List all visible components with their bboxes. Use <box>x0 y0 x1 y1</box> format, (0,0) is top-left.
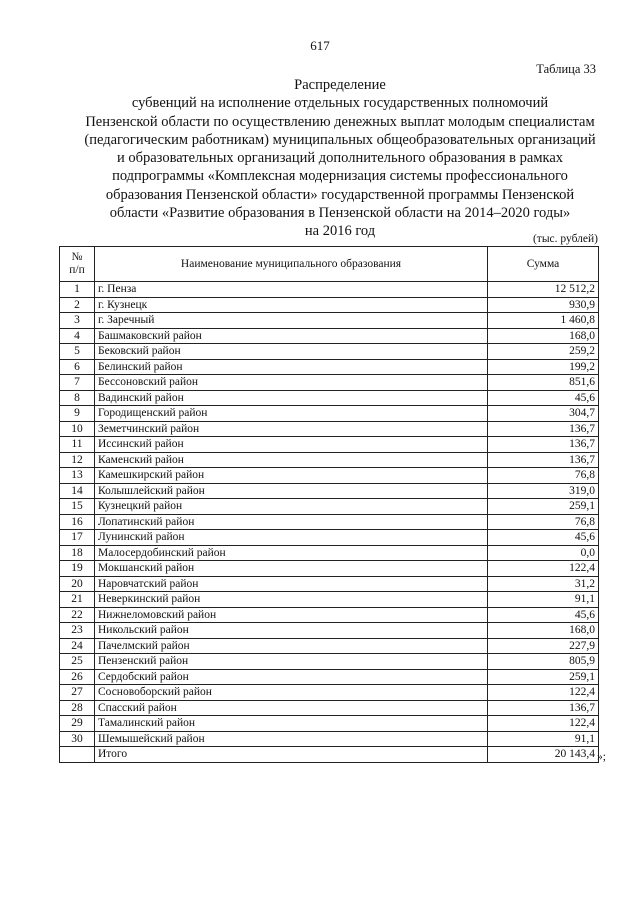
table-row <box>60 607 599 623</box>
closing-quote: »; <box>597 751 606 763</box>
row-number: 20 <box>60 576 95 592</box>
row-number: 27 <box>60 685 95 701</box>
row-sum: 805,9 <box>488 654 599 670</box>
row-name: Колышлейский район <box>95 483 488 499</box>
title-line: подпрограммы «Комплексная модернизация системы профессионального <box>112 168 568 185</box>
row-name: Лунинский район <box>95 530 488 546</box>
row-name: Вадинский район <box>95 390 488 406</box>
table-row <box>60 700 599 716</box>
table-row <box>60 638 599 654</box>
row-name: Городищенский район <box>95 406 488 422</box>
row-name: Башмаковский район <box>95 328 488 344</box>
title-line: и образовательных организаций дополнительного образования в рамках <box>116 150 564 167</box>
row-sum: 259,1 <box>488 669 599 685</box>
table-row <box>60 654 599 670</box>
title-line: (педагогическим работникам) муниципальных общеобразовательных организаций <box>84 131 596 148</box>
table-row <box>60 421 599 437</box>
row-number: 30 <box>60 731 95 747</box>
row-name: Наровчатский район <box>95 576 488 592</box>
row-sum: 136,7 <box>488 421 599 437</box>
title-line: Пензенской области по осуществлению денежных выплат молодым специалистам <box>85 113 595 130</box>
row-sum: 122,4 <box>488 685 599 701</box>
row-number: 16 <box>60 514 95 530</box>
row-sum: 136,7 <box>488 700 599 716</box>
row-sum: 91,1 <box>488 592 599 608</box>
row-sum: 12 512,2 <box>488 282 599 298</box>
row-name: Земетчинский район <box>95 421 488 437</box>
row-number: 17 <box>60 530 95 546</box>
row-name: Сердобский район <box>95 669 488 685</box>
total-blank-cell <box>60 747 95 763</box>
units-label: (тыс. рублей) <box>532 233 598 245</box>
table-row <box>60 731 599 747</box>
row-name: Иссинский район <box>95 437 488 453</box>
header-num-line2: п/п <box>69 264 85 276</box>
row-sum: 136,7 <box>488 452 599 468</box>
page-number: 617 <box>310 38 330 53</box>
table-row <box>60 406 599 422</box>
header-num <box>60 247 95 282</box>
row-sum: 0,0 <box>488 545 599 561</box>
row-number: 22 <box>60 607 95 623</box>
row-sum: 168,0 <box>488 328 599 344</box>
row-number: 8 <box>60 390 95 406</box>
table-row <box>60 344 599 360</box>
row-sum: 304,7 <box>488 406 599 422</box>
table-row <box>60 669 599 685</box>
total-sum: 20 143,4 <box>488 747 599 763</box>
row-sum: 1 460,8 <box>488 313 599 329</box>
table-row <box>60 514 599 530</box>
row-sum: 45,6 <box>488 607 599 623</box>
table-label: Таблица 33 <box>536 62 596 76</box>
table-body <box>60 282 599 763</box>
header-num-line1: № <box>71 251 83 263</box>
table-row <box>60 282 599 298</box>
row-number: 14 <box>60 483 95 499</box>
table-row <box>60 468 599 484</box>
table-row <box>60 623 599 639</box>
table-row <box>60 375 599 391</box>
row-sum: 259,1 <box>488 499 599 515</box>
row-number: 25 <box>60 654 95 670</box>
total-row <box>60 747 599 763</box>
row-number: 3 <box>60 313 95 329</box>
row-number: 28 <box>60 700 95 716</box>
row-name: г. Кузнецк <box>95 297 488 313</box>
table-row <box>60 359 599 375</box>
row-sum: 227,9 <box>488 638 599 654</box>
row-number: 2 <box>60 297 95 313</box>
total-label: Итого <box>95 747 488 763</box>
title-line: Распределение <box>294 77 386 93</box>
row-sum: 168,0 <box>488 623 599 639</box>
row-number: 19 <box>60 561 95 577</box>
row-number: 21 <box>60 592 95 608</box>
title-line: на 2016 год <box>304 223 376 240</box>
row-number: 15 <box>60 499 95 515</box>
row-name: Никольский район <box>95 623 488 639</box>
table-row <box>60 716 599 732</box>
row-sum: 45,6 <box>488 530 599 546</box>
row-name: г. Заречный <box>95 313 488 329</box>
title-line: субвенций на исполнение отдельных государственных полномочий <box>131 95 549 112</box>
row-number: 13 <box>60 468 95 484</box>
row-name: Белинский район <box>95 359 488 375</box>
row-name: Камешкирский район <box>95 468 488 484</box>
row-number: 24 <box>60 638 95 654</box>
row-sum: 76,8 <box>488 514 599 530</box>
row-sum: 259,2 <box>488 344 599 360</box>
row-name: Неверкинский район <box>95 592 488 608</box>
row-sum: 76,8 <box>488 468 599 484</box>
table-row <box>60 313 599 329</box>
row-name: Пензенский район <box>95 654 488 670</box>
document-title <box>40 76 640 241</box>
table-row <box>60 530 599 546</box>
row-name: Шемышейский район <box>95 731 488 747</box>
row-name: Кузнецкий район <box>95 499 488 515</box>
row-number: 1 <box>60 282 95 298</box>
row-name: Сосновоборский район <box>95 685 488 701</box>
table-header-row <box>60 247 599 282</box>
header-name: Наименование муниципального образования <box>95 247 488 282</box>
row-sum: 930,9 <box>488 297 599 313</box>
row-sum: 319,0 <box>488 483 599 499</box>
row-number: 5 <box>60 344 95 360</box>
table-row <box>60 685 599 701</box>
table-row <box>60 561 599 577</box>
row-name: Бессоновский район <box>95 375 488 391</box>
table-row <box>60 328 599 344</box>
row-name: Пачелмский район <box>95 638 488 654</box>
row-sum: 851,6 <box>488 375 599 391</box>
row-number: 11 <box>60 437 95 453</box>
row-sum: 91,1 <box>488 731 599 747</box>
row-sum: 136,7 <box>488 437 599 453</box>
table-row <box>60 545 599 561</box>
row-number: 4 <box>60 328 95 344</box>
table-row <box>60 437 599 453</box>
row-number: 10 <box>60 421 95 437</box>
title-line: области «Развитие образования в Пензенской области на 2014–2020 годы» <box>109 205 571 222</box>
row-name: Тамалинский район <box>95 716 488 732</box>
row-name: Нижнеломовский район <box>95 607 488 623</box>
table-row <box>60 592 599 608</box>
table-row <box>60 483 599 499</box>
row-number: 29 <box>60 716 95 732</box>
row-name: Мокшанский район <box>95 561 488 577</box>
table-row <box>60 499 599 515</box>
row-sum: 122,4 <box>488 561 599 577</box>
row-sum: 31,2 <box>488 576 599 592</box>
row-name: г. Пенза <box>95 282 488 298</box>
title-line: образования Пензенской области» государственной программы Пензенской <box>105 186 575 203</box>
row-number: 7 <box>60 375 95 391</box>
row-number: 6 <box>60 359 95 375</box>
row-number: 26 <box>60 669 95 685</box>
row-sum: 199,2 <box>488 359 599 375</box>
row-name: Бековский район <box>95 344 488 360</box>
header-sum: Сумма <box>488 247 599 282</box>
row-name: Спасский район <box>95 700 488 716</box>
table-row <box>60 390 599 406</box>
table-row <box>60 576 599 592</box>
distribution-table <box>59 246 599 763</box>
row-sum: 45,6 <box>488 390 599 406</box>
row-name: Малосердобинский район <box>95 545 488 561</box>
row-number: 9 <box>60 406 95 422</box>
row-name: Лопатинский район <box>95 514 488 530</box>
table-row <box>60 297 599 313</box>
row-number: 18 <box>60 545 95 561</box>
table-row <box>60 452 599 468</box>
row-name: Каменский район <box>95 452 488 468</box>
row-sum: 122,4 <box>488 716 599 732</box>
row-number: 23 <box>60 623 95 639</box>
row-number: 12 <box>60 452 95 468</box>
